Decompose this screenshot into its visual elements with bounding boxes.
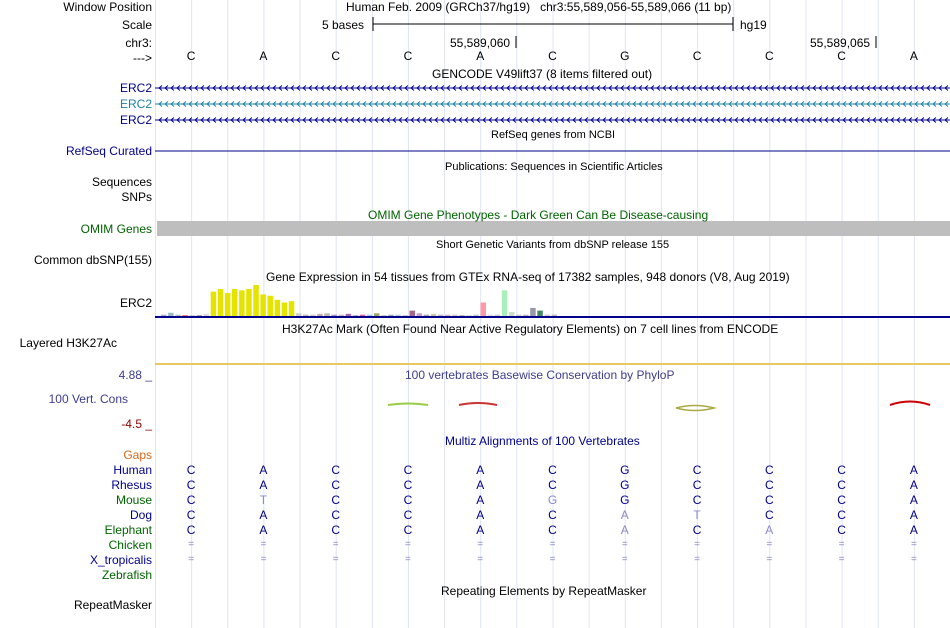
alignment-base: = bbox=[694, 539, 700, 550]
gtex-bar bbox=[438, 315, 444, 316]
alignment-base: = bbox=[621, 554, 628, 565]
refseq-title[interactable]: RefSeq genes from NCBI bbox=[491, 129, 616, 141]
alignment-base: C bbox=[548, 523, 557, 537]
alignment-base: A bbox=[909, 508, 918, 522]
h3k27ac-label[interactable]: Layered H3K27Ac bbox=[19, 336, 117, 350]
alignment-base: = bbox=[260, 539, 267, 550]
alignment-base: C bbox=[186, 523, 196, 537]
alignment-base: C bbox=[764, 478, 774, 492]
phylop-peak bbox=[890, 402, 930, 406]
phylop-peak bbox=[388, 404, 428, 406]
gtex-bar bbox=[353, 315, 359, 316]
gtex-bar bbox=[552, 315, 558, 316]
gtex-bar bbox=[232, 289, 238, 316]
gtex-bar bbox=[544, 315, 550, 316]
gaps-label[interactable]: Gaps bbox=[123, 448, 152, 462]
gtex-bar bbox=[324, 313, 330, 316]
alignment-base: G bbox=[620, 463, 630, 477]
gtex-bar bbox=[282, 303, 288, 317]
dbsnp-title[interactable]: Short Genetic Variants from dbSNP release 155 bbox=[436, 239, 670, 251]
gtex-bar bbox=[211, 292, 217, 316]
alignment-base: C bbox=[764, 463, 774, 477]
alignment-base: G bbox=[620, 493, 630, 507]
alignment-base: C bbox=[692, 523, 702, 537]
phylop-max-label: 4.88 _ bbox=[118, 368, 152, 382]
gencode-gene-erc2-3[interactable]: ERC2 bbox=[119, 113, 152, 127]
alignment-base: C bbox=[186, 463, 196, 477]
alignment-base: C bbox=[331, 523, 340, 537]
alignment-base: C bbox=[837, 508, 846, 522]
alignment-base: G bbox=[547, 493, 558, 507]
gtex-bar bbox=[289, 301, 295, 316]
gtex-bar bbox=[417, 313, 423, 316]
gtex-bar bbox=[495, 315, 501, 316]
alignment-base: C bbox=[403, 523, 413, 537]
alignment-base: = bbox=[405, 539, 411, 550]
gtex-bar bbox=[431, 314, 437, 316]
gtex-bar bbox=[523, 315, 529, 316]
alignment-base: A bbox=[476, 523, 485, 537]
alignment-base: = bbox=[477, 539, 484, 550]
gencode-gene-erc2-2[interactable]: ERC2 bbox=[119, 97, 152, 111]
dbsnp-label[interactable]: Common dbSNP(155) bbox=[33, 253, 152, 267]
gtex-bar bbox=[346, 314, 352, 316]
alignment-base: T bbox=[259, 493, 268, 507]
phylop-min-label: -4.5 _ bbox=[121, 417, 152, 431]
alignment-base: C bbox=[331, 508, 340, 522]
position-text: chr3:55,589,056-55,589,066 (11 bp) bbox=[540, 0, 732, 14]
ruler-base: C bbox=[548, 49, 557, 63]
gtex-bar bbox=[275, 300, 281, 316]
strand-label[interactable]: ---> bbox=[133, 51, 152, 65]
gtex-bar bbox=[452, 315, 458, 316]
alignment-base: = bbox=[405, 554, 411, 565]
alignment-base: A bbox=[259, 523, 268, 537]
h3k27ac-title[interactable]: H3K27Ac Mark (Often Found Near Active Regulatory Elements) on 7 cell lines from ENCODE bbox=[282, 322, 779, 336]
alignment-base: C bbox=[837, 478, 846, 492]
omim-feature-bar bbox=[157, 221, 950, 236]
gtex-bar bbox=[260, 294, 266, 316]
alignment-base: C bbox=[764, 508, 774, 522]
ruler-base: A bbox=[476, 49, 485, 63]
ruler-base: A bbox=[259, 49, 268, 63]
alignment-base: = bbox=[621, 539, 628, 550]
alignment-base: = bbox=[549, 554, 556, 565]
gtex-bar bbox=[331, 315, 337, 316]
alignment-base: A bbox=[909, 493, 918, 507]
alignment-base: A bbox=[259, 463, 268, 477]
gtex-bar bbox=[161, 315, 167, 316]
coord-tick-1: 55,589,060 bbox=[450, 36, 511, 50]
alignment-base: C bbox=[331, 478, 340, 492]
ruler-base: C bbox=[331, 49, 340, 63]
alignment-base: C bbox=[692, 463, 702, 477]
pubs-sequences-label[interactable]: Sequences bbox=[91, 175, 152, 189]
species-label-human[interactable]: Human bbox=[113, 463, 152, 477]
alignment-base: A bbox=[476, 493, 485, 507]
gtex-bar bbox=[246, 289, 252, 316]
alignment-base: = bbox=[188, 539, 195, 550]
scale-db: hg19 bbox=[740, 18, 767, 32]
alignment-base: C bbox=[403, 493, 413, 507]
gtex-bar bbox=[488, 315, 494, 316]
species-label-rhesus[interactable]: Rhesus bbox=[111, 478, 152, 492]
gtex-bar bbox=[481, 303, 487, 317]
alignment-base: = bbox=[477, 554, 484, 565]
alignment-base: C bbox=[331, 463, 340, 477]
gtex-bar bbox=[317, 314, 323, 316]
alignment-base: C bbox=[331, 493, 340, 507]
alignment-base: C bbox=[837, 463, 846, 477]
gtex-bar bbox=[402, 315, 408, 316]
gtex-bar bbox=[182, 315, 188, 316]
phylop-peak bbox=[459, 403, 497, 405]
gtex-bar bbox=[360, 315, 366, 316]
gtex-bar bbox=[388, 315, 394, 316]
alignment-base: = bbox=[332, 554, 339, 565]
phylop-title[interactable]: 100 vertebrates Basewise Conservation by PhyloP bbox=[405, 368, 675, 382]
gtex-bar bbox=[381, 315, 387, 316]
alignment-base: C bbox=[186, 508, 196, 522]
alignment-base: A bbox=[476, 463, 485, 477]
gtex-bar bbox=[168, 313, 174, 316]
species-label-x_tropicalis[interactable]: X_tropicalis bbox=[89, 553, 152, 567]
gtex-bar bbox=[530, 308, 536, 316]
alignment-base: C bbox=[186, 478, 196, 492]
alignment-base: C bbox=[692, 478, 702, 492]
ruler-base: C bbox=[186, 49, 196, 63]
alignment-base: C bbox=[548, 508, 557, 522]
alignment-base: A bbox=[909, 523, 918, 537]
gencode-gene-erc2-1[interactable]: ERC2 bbox=[119, 81, 152, 95]
alignment-base: C bbox=[837, 493, 846, 507]
window-position-label[interactable]: Window Position bbox=[63, 0, 152, 14]
ruler-base: A bbox=[909, 49, 918, 63]
multiz-title[interactable]: Multiz Alignments of 100 Vertebrates bbox=[445, 434, 640, 448]
alignment-base: C bbox=[764, 493, 774, 507]
ruler-base: C bbox=[692, 49, 702, 63]
gtex-bar bbox=[516, 315, 522, 316]
alignment-base: = bbox=[694, 554, 700, 565]
gtex-bar bbox=[268, 296, 274, 316]
alignment-base: C bbox=[837, 523, 846, 537]
gtex-bar bbox=[466, 315, 472, 316]
scale-label[interactable]: Scale bbox=[121, 18, 152, 32]
alignment-base: A bbox=[909, 478, 918, 492]
alignment-base: C bbox=[548, 478, 557, 492]
gtex-bar bbox=[395, 315, 401, 316]
alignment-base: A bbox=[765, 523, 774, 537]
alignment-base: A bbox=[620, 523, 629, 537]
omim-title[interactable]: OMIM Gene Phenotypes - Dark Green Can Be Disease-causing bbox=[368, 208, 709, 222]
alignment-base: G bbox=[620, 478, 630, 492]
alignment-base: C bbox=[403, 463, 413, 477]
gtex-bar bbox=[239, 290, 245, 316]
species-label-chicken[interactable]: Chicken bbox=[108, 538, 152, 552]
gtex-bar bbox=[459, 315, 465, 316]
alignment-base: A bbox=[476, 478, 485, 492]
alignment-base: = bbox=[838, 554, 845, 565]
gtex-bar bbox=[253, 285, 258, 316]
species-label-mouse[interactable]: Mouse bbox=[115, 493, 152, 507]
pubs-snps-label[interactable]: SNPs bbox=[121, 190, 152, 204]
alignment-base: A bbox=[476, 508, 485, 522]
gtex-bar bbox=[225, 293, 231, 316]
alignment-base: = bbox=[332, 539, 339, 550]
refseq-label[interactable]: RefSeq Curated bbox=[65, 144, 152, 158]
repeatmasker-label[interactable]: RepeatMasker bbox=[73, 598, 152, 612]
alignment-base: C bbox=[692, 493, 702, 507]
gtex-bar bbox=[509, 312, 515, 316]
repeatmasker-title[interactable]: Repeating Elements by RepeatMasker bbox=[441, 584, 647, 598]
gtex-bar bbox=[197, 315, 203, 316]
ruler-base: G bbox=[620, 49, 630, 63]
alignment-base: = bbox=[766, 554, 773, 565]
gtex-bar bbox=[473, 315, 479, 316]
alignment-base: A bbox=[620, 508, 629, 522]
alignment-base: C bbox=[403, 478, 413, 492]
alignment-base: = bbox=[766, 539, 773, 550]
alignment-base: C bbox=[403, 508, 413, 522]
alignment-base: = bbox=[910, 539, 917, 550]
gtex-bar bbox=[502, 290, 508, 316]
assembly-text: Human Feb. 2009 (GRCh37/hg19) chr3:55,589,056-55,589,066 (11 bp) bbox=[346, 0, 732, 14]
gtex-bar bbox=[303, 315, 309, 316]
alignment-base: = bbox=[188, 554, 195, 565]
gtex-bar bbox=[445, 315, 451, 316]
gtex-bar bbox=[424, 315, 430, 316]
alignment-base: = bbox=[549, 539, 556, 550]
gtex-bar bbox=[339, 315, 345, 316]
gtex-title[interactable]: Gene Expression in 54 tissues from GTEx RNA-seq of 17382 samples, 948 donors (V8, Aug 2019) bbox=[266, 270, 790, 284]
gtex-bar bbox=[537, 311, 543, 316]
coord-tick-2: 55,589,065 bbox=[810, 36, 871, 50]
ruler-base: C bbox=[764, 49, 774, 63]
species-label-elephant[interactable]: Elephant bbox=[104, 523, 152, 537]
gtex-bar bbox=[374, 313, 380, 316]
ruler-base: C bbox=[837, 49, 846, 63]
pubs-title[interactable]: Publications: Sequences in Scientific Articles bbox=[445, 161, 663, 173]
alignment-base: = bbox=[260, 554, 267, 565]
gtex-bar bbox=[310, 315, 316, 316]
species-label-zebrafish[interactable]: Zebrafish bbox=[101, 568, 152, 582]
chrom-label[interactable]: chr3: bbox=[125, 36, 152, 50]
alignment-base: = bbox=[910, 554, 917, 565]
alignment-base: = bbox=[838, 539, 845, 550]
phylop-label[interactable]: 100 Vert. Cons bbox=[48, 392, 128, 406]
alignment-base: A bbox=[909, 463, 918, 477]
gtex-bar bbox=[189, 315, 195, 316]
gencode-title[interactable]: GENCODE V49lift37 (8 items filtered out) bbox=[432, 67, 653, 81]
ruler-base: C bbox=[403, 49, 413, 63]
alignment-base: A bbox=[259, 508, 268, 522]
alignment-base: A bbox=[259, 478, 268, 492]
alignment-base: T bbox=[693, 508, 701, 522]
species-label-dog[interactable]: Dog bbox=[129, 508, 152, 522]
alignment-base: C bbox=[548, 463, 557, 477]
gtex-bar bbox=[175, 315, 181, 316]
omim-label[interactable]: OMIM Genes bbox=[80, 222, 152, 236]
gtex-bar bbox=[410, 311, 416, 316]
scale-text: 5 bases bbox=[322, 18, 365, 32]
phylop-peak bbox=[676, 406, 714, 411]
gtex-bar bbox=[367, 315, 373, 316]
alignment-base: C bbox=[186, 493, 196, 507]
gtex-label[interactable]: ERC2 bbox=[119, 296, 152, 310]
gtex-bar bbox=[204, 314, 210, 316]
gtex-bar bbox=[218, 289, 224, 316]
gtex-bar bbox=[296, 313, 302, 316]
